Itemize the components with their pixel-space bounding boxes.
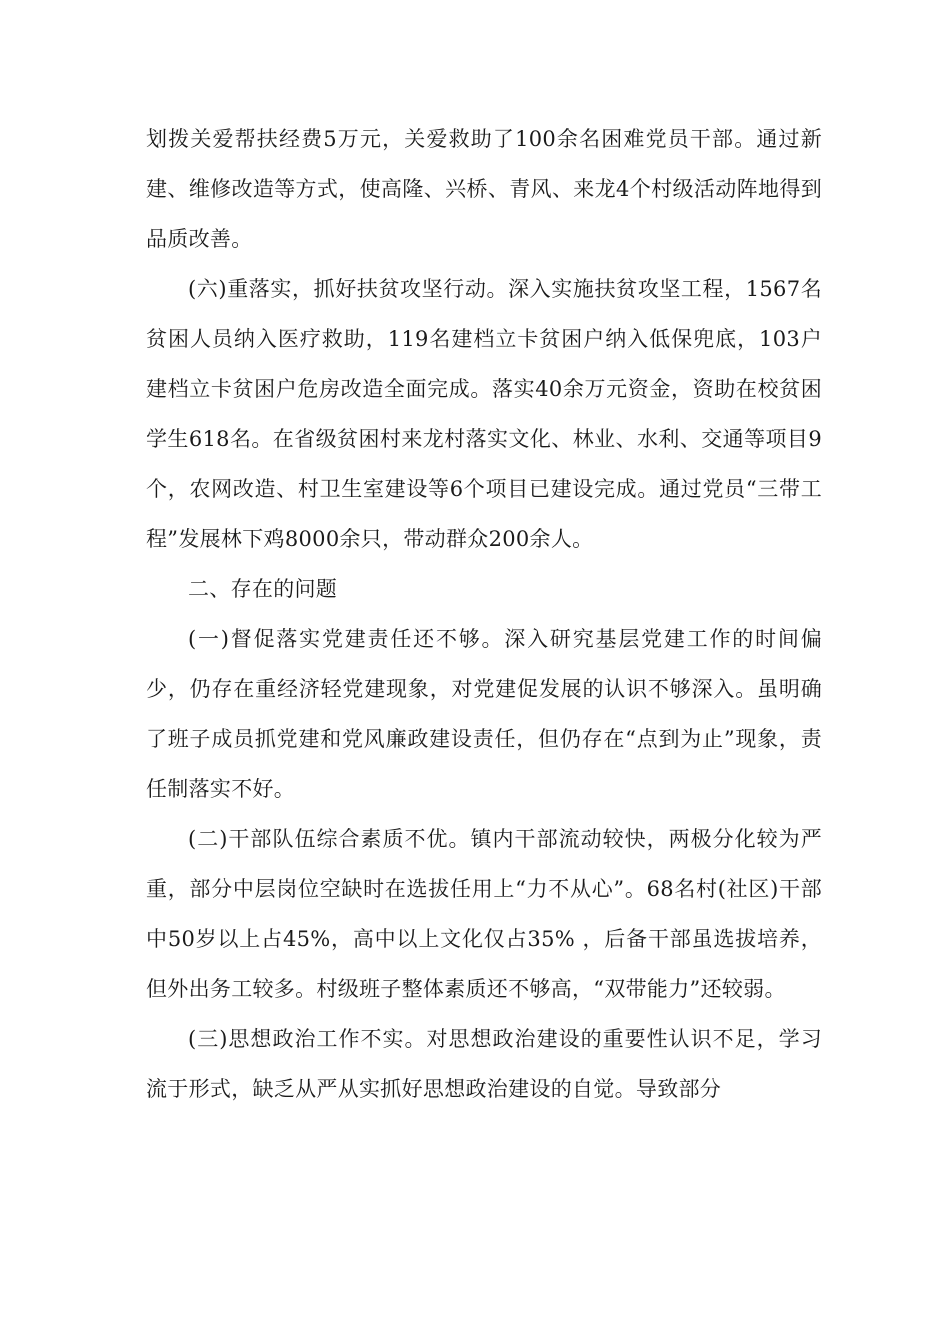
document-body (146, 114, 822, 1114)
paragraph-poverty-alleviation: (六)重落实，抓好扶贫攻坚行动。深入实施扶贫攻坚工程，1567名贫困人员纳入医疗救助，119名建档立卡贫困户纳入低保兜底，103户建档立卡贫困户危房改造全面完成。落实40余万元资金，资助在校贫困学生618名。在省级贫困村来龙村落实文化、林业、水利、交通等项目9个，农网改造、村卫生室建设等6个项目已建设完成。通过党员“三带工程”发展林下鸡8000余只，带动群众200余人。 (146, 277, 822, 551)
paragraph-party-responsibility: (一)督促落实党建责任还不够。深入研究基层党建工作的时间偏少，仍存在重经济轻党建现象，对党建促发展的认识不够深入。虽明确了班子成员抓党建和党风廉政建设责任，但仍存在“点到为止”现象，责任制落实不好。 (146, 627, 822, 801)
section-heading-problems: 二、存在的问题 (188, 577, 338, 601)
paragraph-ideological-work: (三)思想政治工作不实。对思想政治建设的重要性认识不足，学习流于形式，缺乏从严从实抓好思想政治建设的自觉。导致部分 (146, 1027, 822, 1101)
paragraph-continuation: 划拨关爱帮扶经费5万元，关爱救助了100余名困难党员干部。通过新建、维修改造等方式，使高隆、兴桥、青风、来龙4个村级活动阵地得到品质改善。 (146, 127, 822, 251)
paragraph-cadre-quality: (二)干部队伍综合素质不优。镇内干部流动较快，两极分化较为严重，部分中层岗位空缺时在选拔任用上“力不从心”。68名村(社区)干部中50岁以上占45%，高中以上文化仅占35% ，后备干部虽选拔培养，但外出务工较多。村级班子整体素质还不够高，“双带能力”还较弱。 (146, 827, 822, 1001)
